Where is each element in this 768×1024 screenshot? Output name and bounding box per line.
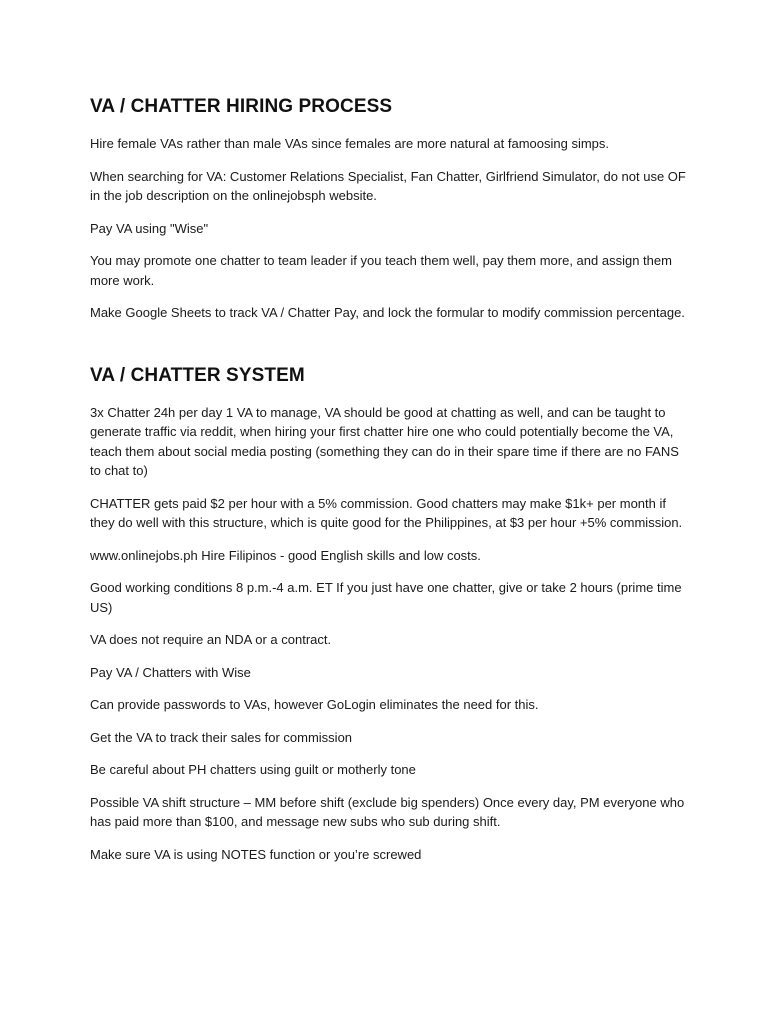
paragraph: www.onlinejobs.ph Hire Filipinos - good English skills and low costs.	[90, 547, 481, 563]
section-chatter-system	[90, 365, 690, 865]
paragraph: Good working conditions 8 p.m.-4 a.m. ET If you just have one chatter, give or take 2 hours (prime time US)	[90, 580, 682, 615]
paragraph: 3x Chatter 24h per day 1 VA to manage, VA should be good at chatting as well, and can be taught to generate traffic via reddit, when hiring your first chatter hire one who could potentially become the VA, teach them about social media posting (something they can do in their spare time if there are no FANS to chat to)	[90, 404, 679, 478]
paragraph: Pay VA using "Wise"	[90, 220, 209, 236]
paragraph: Get the VA to track their sales for commission	[90, 729, 353, 745]
paragraph: CHATTER gets paid $2 per hour with a 5% commission. Good chatters may make $1k+ per month if they do well with this structure, which is quite good for the Philippines, at $3 per hour +5% commission.	[90, 495, 683, 530]
paragraph: Make Google Sheets to track VA / Chatter Pay, and lock the formular to modify commission percentage.	[90, 305, 685, 320]
paragraph: When searching for VA: Customer Relations Specialist, Fan Chatter, Girlfriend Simulator, do not use OF in the job description on the onlinejobsph website.	[90, 168, 686, 203]
paragraph: Make sure VA is using NOTES function or you’re screwed	[90, 846, 422, 862]
section-title: VA / CHATTER SYSTEM	[90, 364, 305, 386]
paragraph: VA does not require an NDA or a contract.	[90, 632, 332, 647]
paragraph: You may promote one chatter to team leader if you teach them well, pay them more, and assign them more work.	[90, 253, 672, 288]
section-title: VA / CHATTER HIRING PROCESS	[90, 96, 393, 117]
paragraph: Possible VA shift structure – MM before shift (exclude big spenders) Once every day, PM everyone who has paid more than $100, and message new subs who sub during shift.	[90, 794, 685, 829]
paragraph: Can provide passwords to VAs, however GoLogin eliminates the need for this.	[90, 697, 539, 712]
paragraph: Pay VA / Chatters with Wise	[90, 664, 251, 680]
paragraph: Hire female VAs rather than male VAs since females are more natural at famoosing simps.	[90, 136, 610, 151]
paragraph: Be careful about PH chatters using guilt or motherly tone	[90, 762, 416, 777]
document-page	[90, 96, 690, 877]
section-hiring-process	[90, 96, 690, 323]
